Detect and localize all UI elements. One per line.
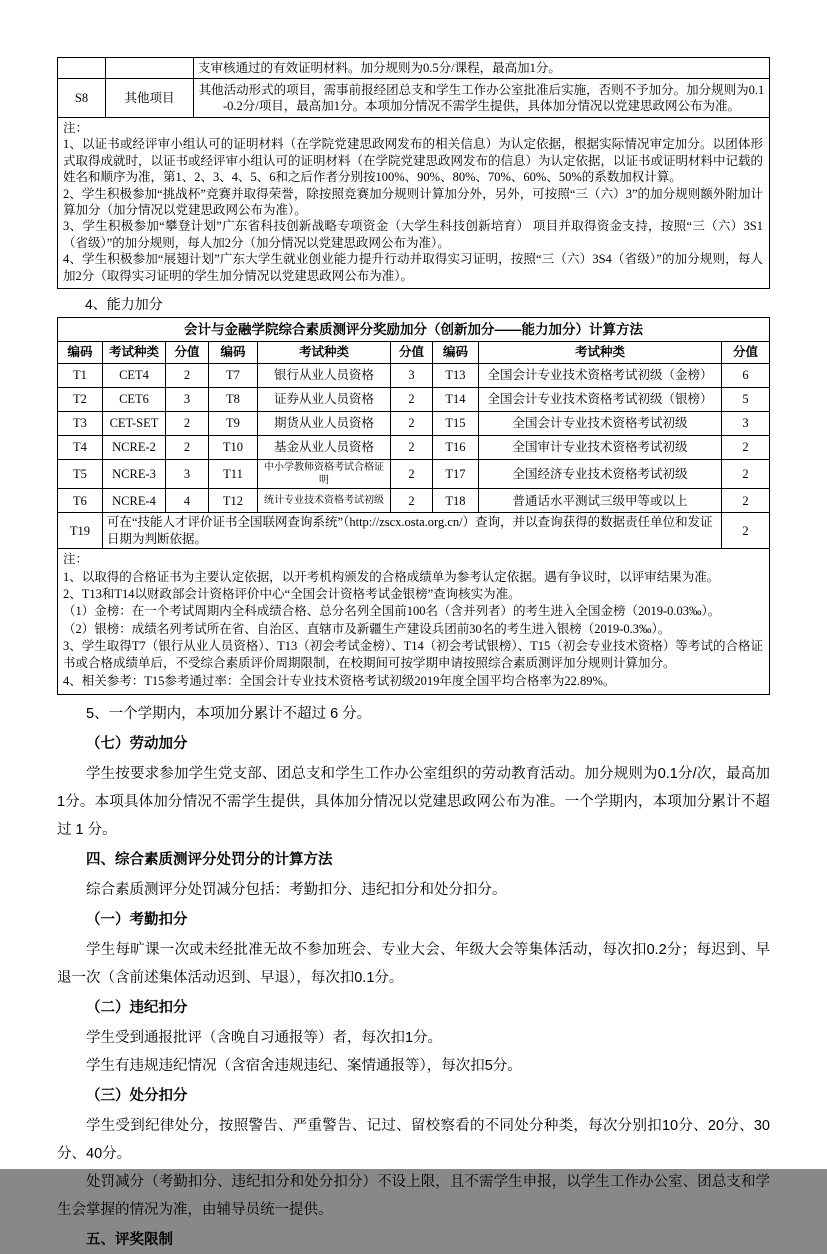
- cell: T18: [433, 489, 479, 513]
- cell: T5: [58, 460, 103, 489]
- cell-score: 2: [722, 513, 770, 549]
- cell: T11: [209, 460, 258, 489]
- cell: 银行从业人员资格: [258, 364, 391, 388]
- cell: 2: [722, 436, 770, 460]
- note-item: 3、学生积极参加“攀登计划”广东省科技创新战略专项资金（大学生科技创新培育） 项目并取得资金支持，按照“三（六）3S1（省级）”的加分规则，每人加2分（加分情况以党建思政网公布为准）。: [63, 219, 763, 250]
- cell: T17: [433, 460, 479, 489]
- cell: 2: [391, 460, 433, 489]
- heading-award-restriction: 五、评奖限制: [86, 1231, 173, 1248]
- table-notes-cell: [58, 549, 770, 694]
- cell: 2: [391, 436, 433, 460]
- paragraph-discipline-1: 学生受到通报批评（含晚自习通报等）者，每次扣1分。: [86, 1029, 443, 1046]
- cell: 2: [391, 412, 433, 436]
- cell-code: [58, 58, 106, 79]
- notes-label: 注：: [63, 552, 89, 567]
- notes-label: 注：: [63, 121, 89, 135]
- paragraph-attendance-deduction: 学生每旷课一次或未经批准无故不参加班会、专业大会、年级大会等集体活动，每次扣0.2分；每迟到、早退一次（含前述集体活动迟到、早退），每次扣0.1分。: [57, 941, 770, 986]
- cell-description: 可在“技能人才评价证书全国联网查询系统”（http://zscx.osta.org.cn/）查询，并以查询获得的数据责任单位和发证日期为判断依据。: [103, 513, 722, 549]
- cell: 3: [166, 388, 209, 412]
- cell: 普通话水平测试三级甲等或以上: [479, 489, 722, 513]
- cell: NCRE-2: [103, 436, 166, 460]
- cell: 证券从业人员资格: [258, 388, 391, 412]
- note-item: 3、学生取得T7（银行从业人员资格）、T13（初会考试金榜）、T14（初会考试银榜）、T15（初会专业技术资格）等考试的合格证书或合格成绩单后，不受综合素质评价周期限制，在校期间可按学期申请按照综合素质测评加分规则计算加分。: [63, 638, 763, 671]
- cell: 2: [722, 489, 770, 513]
- heading-attendance-deduction: （一）考勤扣分: [86, 911, 188, 928]
- cell: 统计专业技术资格考试初级: [258, 489, 391, 513]
- column-header: 考试种类: [258, 342, 391, 364]
- table-notes-cell: [58, 118, 770, 289]
- table-row-notes: [58, 118, 770, 289]
- table-row: [58, 412, 770, 436]
- cell: 期货从业人员资格: [258, 412, 391, 436]
- cell: NCRE-3: [103, 460, 166, 489]
- cell: NCRE-4: [103, 489, 166, 513]
- heading-punishment-deduction: （三）处分扣分: [86, 1087, 188, 1104]
- cell: 全国会计专业技术资格考试初级（银榜）: [479, 388, 722, 412]
- cell: T16: [433, 436, 479, 460]
- table-row: [58, 436, 770, 460]
- note-item: 4、相关参考：T15参考通过率：全国会计专业技术资格考试初级2019年度全国平均合格率为22.89%。: [63, 673, 616, 688]
- cell: 2: [391, 388, 433, 412]
- heading-discipline-deduction: （二）违纪扣分: [86, 999, 188, 1016]
- table-row-t19: [58, 513, 770, 549]
- cell: 2: [166, 364, 209, 388]
- cell: 中小学教师资格考试合格证明: [258, 460, 391, 489]
- table-row-notes: [58, 549, 770, 694]
- table-title: 会计与金融学院综合素质测评分奖励加分（创新加分——能力加分）计算方法: [58, 318, 770, 342]
- cell: T13: [433, 364, 479, 388]
- cell: 全国会计专业技术资格考试初级（金榜）: [479, 364, 722, 388]
- table-row: [58, 460, 770, 489]
- column-header: 编码: [209, 342, 258, 364]
- note-item: 1、以取得的合格证书为主要认定依据，以开考机构颁发的合格成绩单为参考认定依据。遇有争议时，以评审结果为准。: [63, 569, 720, 584]
- table-row: [58, 364, 770, 388]
- cell: 3: [391, 364, 433, 388]
- cell: 2: [166, 412, 209, 436]
- cell: T6: [58, 489, 103, 513]
- column-header: 分值: [722, 342, 770, 364]
- cell: T15: [433, 412, 479, 436]
- cell: 全国经济专业技术资格考试初级: [479, 460, 722, 489]
- paragraph-punishment-2: 处罚减分（考勤扣分、违纪扣分和处分扣分）不设上限，且不需学生申报，以学生工作办公室、团总支和学生会掌握的情况为准，由辅导员统一提供。: [57, 1173, 770, 1218]
- note-item: 2、学生积极参加“挑战杯”竞赛并取得荣誉，除按照竞赛加分规则计算加分外，另外，可按照“三（六）3”的加分规则额外附加计算加分（加分情况以党建思政网公布为准）。: [63, 186, 763, 218]
- note-item: （2）银榜：成绩名列考试所在省、自治区、直辖市及新疆生产建设兵团前30名的考生进入银榜（2019-0.3‰）。: [63, 621, 671, 636]
- table-header-row: [58, 342, 770, 364]
- section-heading-ability: 4、能力加分: [85, 296, 163, 313]
- heading-penalty-calculation: 四、综合素质测评分处罚分的计算方法: [86, 851, 333, 868]
- cell: 2: [722, 460, 770, 489]
- cell-code: S8: [58, 79, 106, 118]
- cell: CET6: [103, 388, 166, 412]
- cell: 全国会计专业技术资格考试初级: [479, 412, 722, 436]
- note-item: 1、以证书或经评审小组认可的证明材料（在学院党建思政网发布的相关信息）为认定依据，根据实际情况审定加分。以团体形式取得成就时，以证书或经评审小组认可的证明材料（在学院党建思政网发布的信息）为认定依据，以证书或证明材料中记载的姓名和顺序为准，第1、2、3、4、5、6和之后作者分别按100%、90%、80%、70%、60%、50%的系数加权计算。: [63, 137, 764, 185]
- cell: 2: [166, 436, 209, 460]
- cell: 全国审计专业技术资格考试初级: [479, 436, 722, 460]
- cell: T7: [209, 364, 258, 388]
- cell-code: T19: [58, 513, 103, 549]
- table-title-row: [58, 318, 770, 342]
- paragraph-punishment-1: 学生受到纪律处分，按照警告、严重警告、记过、留校察看的不同处分种类，每次分别扣10分、20分、30分、40分。: [57, 1117, 770, 1162]
- bonus-rules-table: [57, 57, 770, 289]
- cell: T12: [209, 489, 258, 513]
- cell: T8: [209, 388, 258, 412]
- table-row: [58, 489, 770, 513]
- paragraph-penalty-intro: 综合素质测评分处罚减分包括：考勤扣分、违纪扣分和处分扣分。: [86, 881, 507, 898]
- cell: T10: [209, 436, 258, 460]
- cell: T3: [58, 412, 103, 436]
- paragraph-discipline-2: 学生有违规违纪情况（含宿舍违规违纪、案情通报等），每次扣5分。: [86, 1057, 522, 1074]
- heading-labor-bonus: （七）劳动加分: [86, 735, 188, 752]
- cell: 4: [166, 489, 209, 513]
- cell: 基金从业人员资格: [258, 436, 391, 460]
- table-row: [58, 388, 770, 412]
- table-row: [58, 58, 770, 79]
- list-item-semester-cap: 5、一个学期内，本项加分累计不超过 6 分。: [86, 705, 372, 722]
- column-header: 考试种类: [103, 342, 166, 364]
- cell: T1: [58, 364, 103, 388]
- cell: 3: [722, 412, 770, 436]
- column-header: 编码: [433, 342, 479, 364]
- cell: T14: [433, 388, 479, 412]
- note-item: （1）金榜：在一个考试周期内全科成绩合格、总分名列全国前100名（含并列者）的考生进入全国金榜（2019-0.03‰）。: [63, 604, 721, 619]
- cell: T9: [209, 412, 258, 436]
- column-header: 分值: [391, 342, 433, 364]
- cell: 6: [722, 364, 770, 388]
- cell: CET4: [103, 364, 166, 388]
- cell: CET-SET: [103, 412, 166, 436]
- cell: 3: [166, 460, 209, 489]
- paragraph-labor-bonus: 学生按要求参加学生党支部、团总支和学生工作办公室组织的劳动教育活动。加分规则为0.1分/次，最高加1分。本项具体加分情况不需学生提供，具体加分情况以党建思政网公布为准。一个学期内，本项加分累计不超过 1 分。: [57, 765, 770, 838]
- column-header: 考试种类: [479, 342, 722, 364]
- table-row: [58, 79, 770, 118]
- cell-category: 其他项目: [106, 79, 194, 118]
- cell: T4: [58, 436, 103, 460]
- note-item: 4、学生积极参加“展翅计划”广东大学生就业创业能力提升行动并取得实习证明，按照“三（六）3S4（省级）”的加分规则，每人加2分（取得实习证明的学生加分情况以党建思政网公布为准）。: [63, 252, 763, 283]
- cell: 2: [391, 489, 433, 513]
- cell: 5: [722, 388, 770, 412]
- ability-bonus-table: [57, 317, 770, 695]
- cell: T2: [58, 388, 103, 412]
- cell-description: 支审核通过的有效证明材料。加分规则为0.5分/课程，最高加1分。: [194, 58, 770, 79]
- column-header: 分值: [166, 342, 209, 364]
- column-header: 编码: [58, 342, 103, 364]
- cell-description: 其他活动形式的项目，需事前报经团总支和学生工作办公室批准后实施，否则不予加分。加分规则为0.1-0.2分/项目，最高加1分。本项加分情况不需学生提供，具体加分情况以党建思政网公布为准。: [194, 79, 770, 118]
- note-item: 2、T13和T14以财政部会计资格评价中心“全国会计资格考试金银榜”查询核实为准。: [63, 587, 521, 602]
- cell-category: [106, 58, 194, 79]
